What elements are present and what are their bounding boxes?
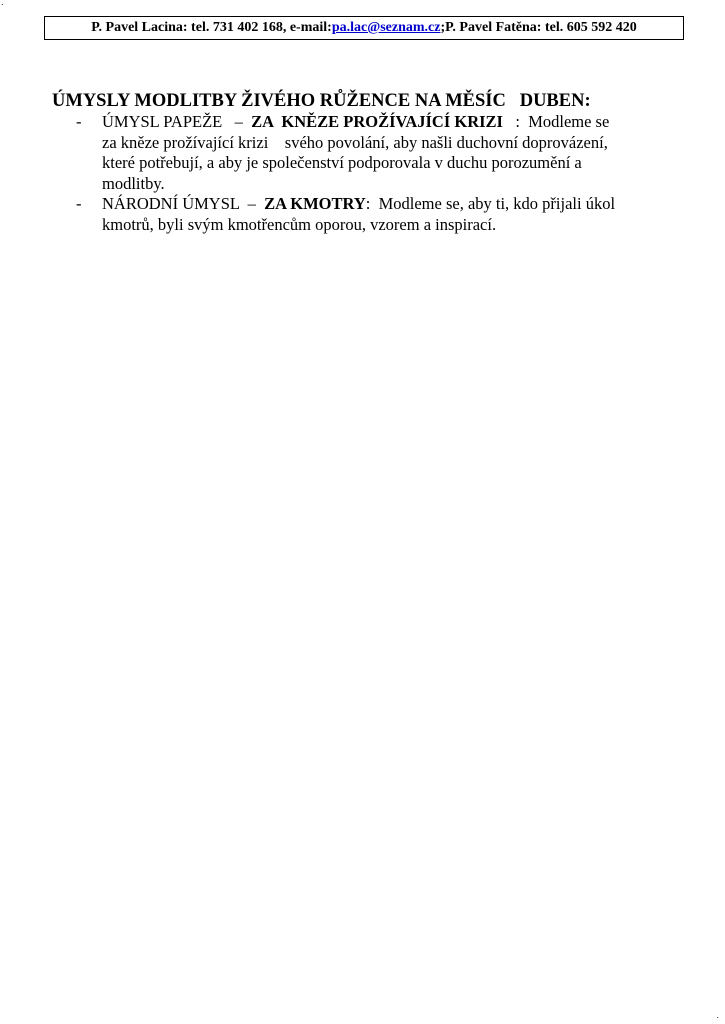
contact-header xyxy=(44,16,684,40)
intention-text-line: modlitby. xyxy=(102,173,165,193)
intention-list xyxy=(52,112,682,235)
corner-mark-bottom-right: . xyxy=(716,1010,719,1020)
intention-national xyxy=(52,194,682,235)
intention-text-line: které potřebují, a aby je společenství podporovala v duchu porozumění a xyxy=(102,153,582,172)
corner-mark-top-left: . xyxy=(1,0,4,7)
intention-text-line: kmotrů, byli svým kmotřencům oporou, vzorem a inspirací. xyxy=(102,214,497,234)
intention-title: ZA KMOTRY xyxy=(264,194,366,213)
intention-papal xyxy=(52,112,682,194)
list-bullet: - xyxy=(76,194,82,213)
list-bullet: - xyxy=(76,112,82,131)
intention-first-line xyxy=(102,194,682,215)
intention-text: : Modleme se, aby ti, kdo přijali úkol xyxy=(365,194,616,213)
intention-text: : Modleme se xyxy=(502,112,610,131)
contact-separator: ; xyxy=(440,20,446,35)
page-title: ÚMYSLY MODLITBY ŽIVÉHO RŮŽENCE NA MĚSÍC DUBEN: xyxy=(52,91,591,111)
fatena-contact: P. Pavel Fatěna: tel. 605 592 420 xyxy=(445,20,637,35)
intention-first-line xyxy=(102,112,682,133)
prayer-intentions-section xyxy=(52,90,682,235)
intention-label: NÁRODNÍ ÚMYSL – xyxy=(102,194,265,213)
lacina-contact: P. Pavel Lacina: tel. 731 402 168, e-mail: xyxy=(91,20,332,35)
intention-label: ÚMYSL PAPEŽE – xyxy=(102,112,252,131)
email-link[interactable]: pa.lac@seznam.cz xyxy=(331,20,441,35)
intention-text-line: za kněze prožívající krizi svého povolání, aby našli duchovní doprovázení, xyxy=(102,132,608,152)
intention-title: ZA KNĚZE PROŽÍVAJÍCÍ KRIZI xyxy=(251,112,503,131)
